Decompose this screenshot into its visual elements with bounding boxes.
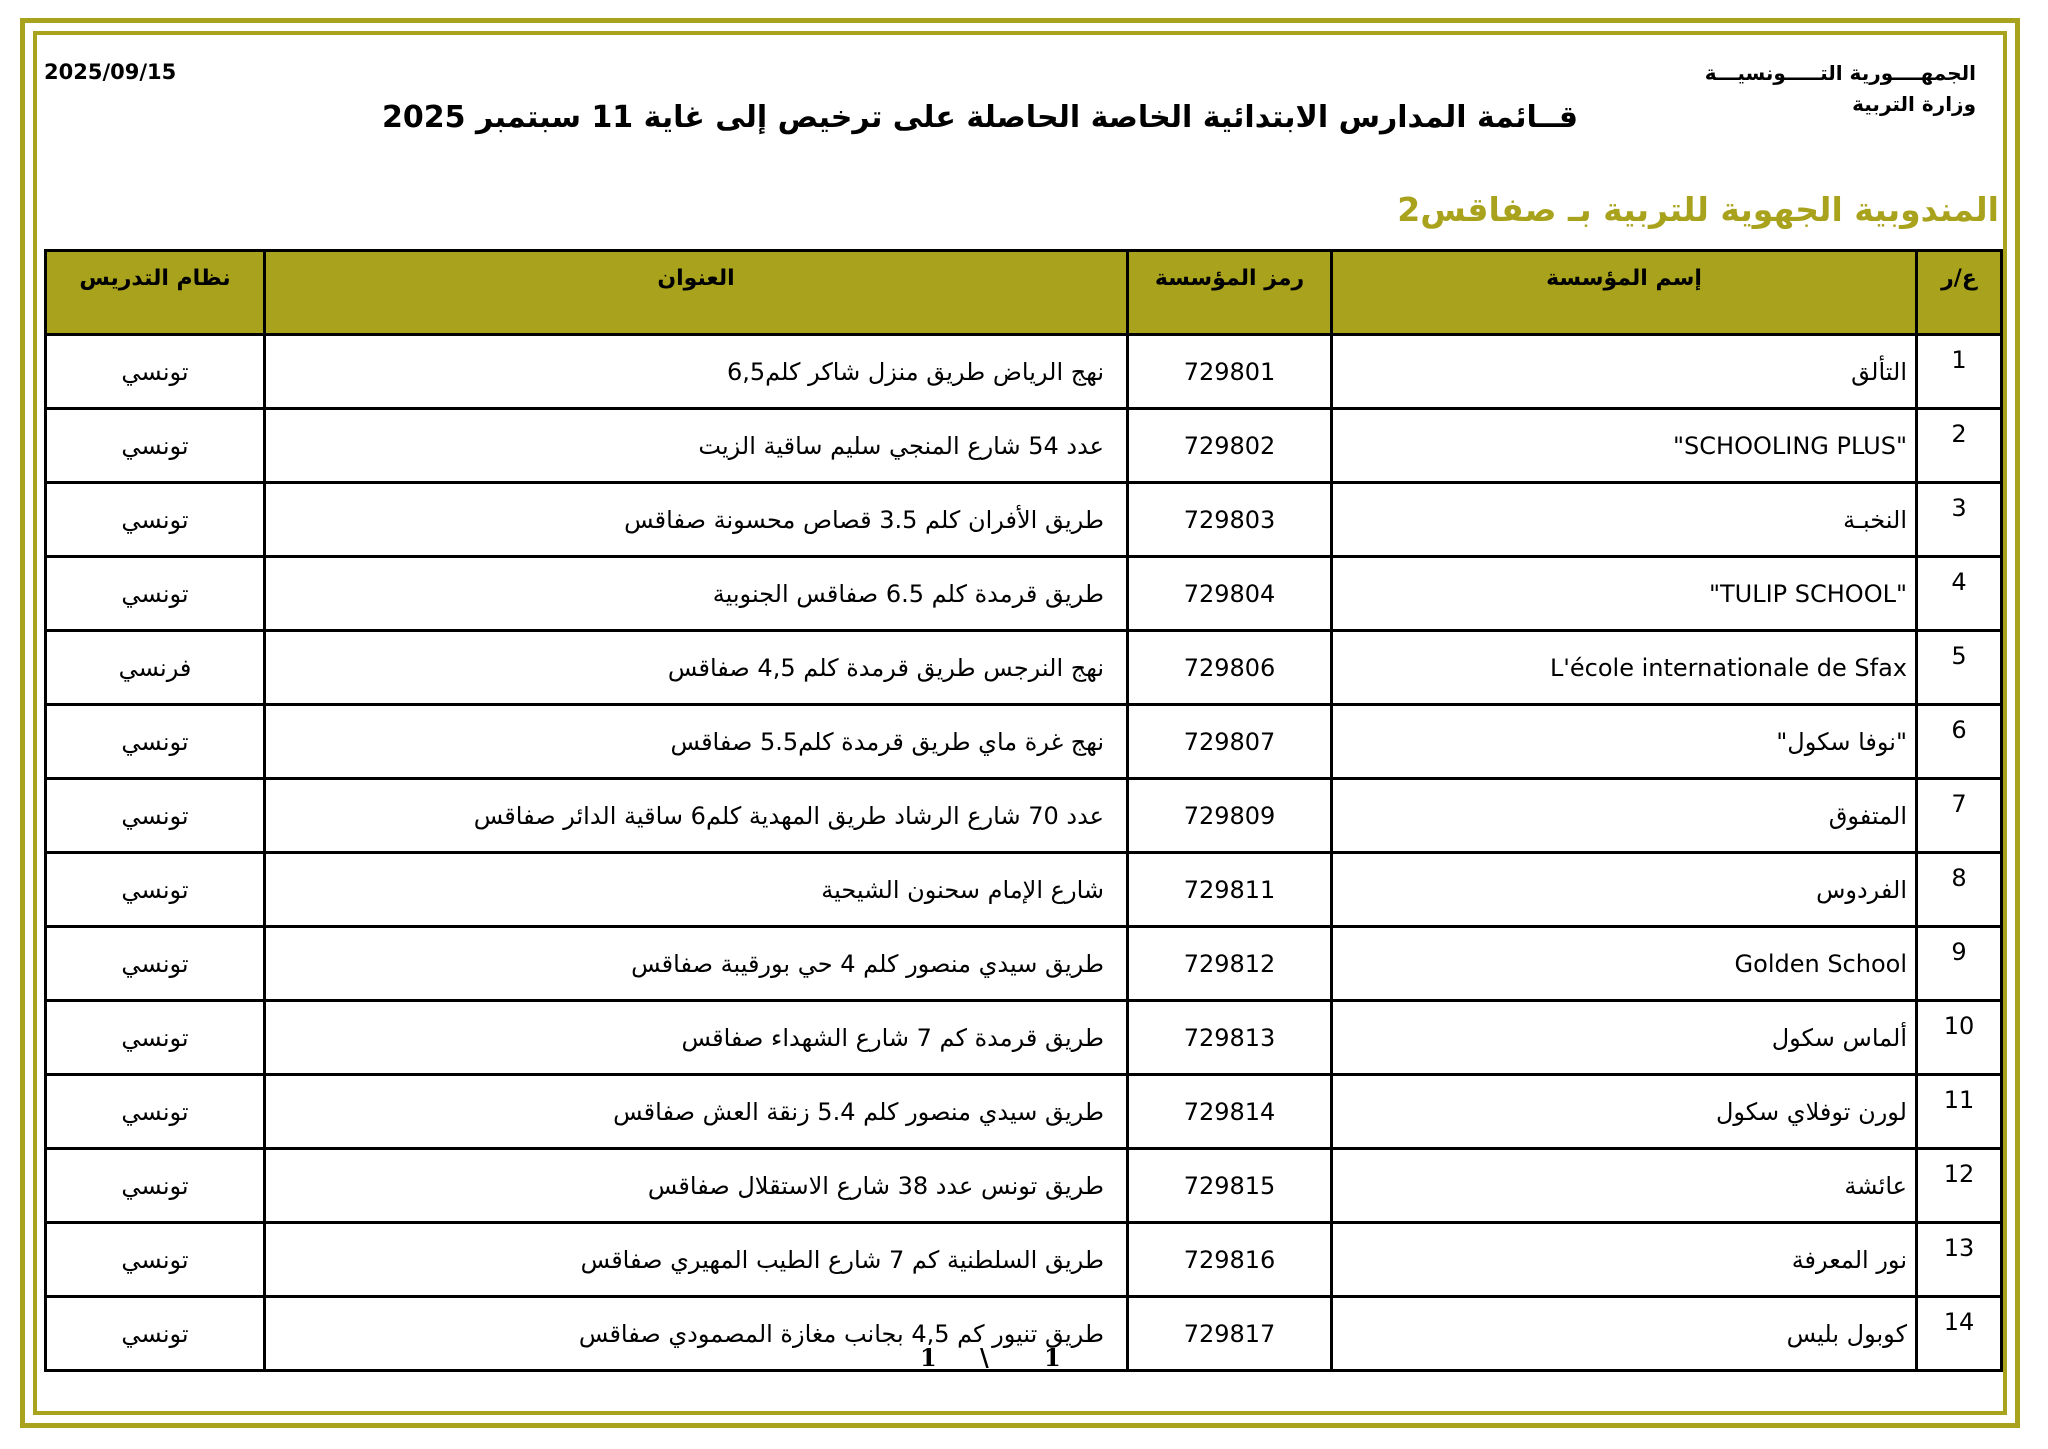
cell-name: L'école internationale de Sfax (1332, 631, 1917, 705)
column-header-code: رمز المؤسسة (1128, 251, 1332, 335)
cell-num: 12 (1917, 1149, 2002, 1223)
republic-label: الجمهــــورية التـــــونسيـــة (1704, 61, 1976, 85)
cell-name: الفردوس (1332, 853, 1917, 927)
cell-system: تونسي (46, 853, 265, 927)
cell-name: التألق (1332, 335, 1917, 409)
table-row (46, 853, 2002, 927)
table-row (46, 1075, 2002, 1149)
page-current: 1 (920, 1343, 937, 1372)
cell-name: نور المعرفة (1332, 1223, 1917, 1297)
cell-code: 729814 (1128, 1075, 1332, 1149)
cell-system: تونسي (46, 705, 265, 779)
ministry-label: وزارة التربية (1852, 92, 1976, 116)
column-header-num: ع/ر (1917, 251, 2002, 335)
cell-num: 14 (1917, 1297, 2002, 1371)
cell-system: تونسي (46, 483, 265, 557)
cell-system: تونسي (46, 1001, 265, 1075)
cell-num: 7 (1917, 779, 2002, 853)
cell-address: نهج غرة ماي طريق قرمدة كلم5.5 صفاقس (265, 705, 1128, 779)
cell-code: 729806 (1128, 631, 1332, 705)
cell-code: 729803 (1128, 483, 1332, 557)
cell-num: 13 (1917, 1223, 2002, 1297)
table-row (46, 779, 2002, 853)
cell-name: "نوفا سكول" (1332, 705, 1917, 779)
cell-name: المتفوق (1332, 779, 1917, 853)
page-separator: \ (980, 1343, 989, 1372)
table-header-row (46, 251, 2002, 335)
cell-system: تونسي (46, 779, 265, 853)
cell-name: عائشة (1332, 1149, 1917, 1223)
column-header-address: العنوان (265, 251, 1128, 335)
cell-system: تونسي (46, 1149, 265, 1223)
cell-address: طريق سيدي منصور كلم 5.4 زنقة العش صفاقس (265, 1075, 1128, 1149)
table-row (46, 557, 2002, 631)
cell-address: طريق تنيور كم 4,5 بجانب مغازة المصمودي صفاقس (265, 1297, 1128, 1371)
cell-code: 729801 (1128, 335, 1332, 409)
schools-table (44, 249, 2003, 1372)
cell-address: نهج النرجس طريق قرمدة كلم 4,5 صفاقس (265, 631, 1128, 705)
pagination (900, 1343, 1100, 1377)
cell-system: فرنسي (46, 631, 265, 705)
cell-name: النخبـة (1332, 483, 1917, 557)
cell-code: 729813 (1128, 1001, 1332, 1075)
cell-num: 10 (1917, 1001, 2002, 1075)
cell-num: 1 (1917, 335, 2002, 409)
table-row (46, 631, 2002, 705)
cell-code: 729811 (1128, 853, 1332, 927)
cell-name: "TULIP SCHOOL" (1332, 557, 1917, 631)
cell-name: ألماس سكول (1332, 1001, 1917, 1075)
cell-code: 729809 (1128, 779, 1332, 853)
cell-num: 9 (1917, 927, 2002, 1001)
table-row (46, 927, 2002, 1001)
cell-system: تونسي (46, 1297, 265, 1371)
cell-num: 5 (1917, 631, 2002, 705)
cell-address: طريق قرمدة كم 7 شارع الشهداء صفاقس (265, 1001, 1128, 1075)
cell-code: 729804 (1128, 557, 1332, 631)
cell-system: تونسي (46, 927, 265, 1001)
table-row (46, 335, 2002, 409)
cell-code: 729815 (1128, 1149, 1332, 1223)
table-row (46, 409, 2002, 483)
cell-name: لورن توفلاي سكول (1332, 1075, 1917, 1149)
cell-code: 729817 (1128, 1297, 1332, 1371)
page-total: 1 (1044, 1343, 1061, 1372)
table-row (46, 1223, 2002, 1297)
table-row (46, 1149, 2002, 1223)
cell-name: Golden School (1332, 927, 1917, 1001)
cell-code: 729802 (1128, 409, 1332, 483)
cell-name: "SCHOOLING PLUS" (1332, 409, 1917, 483)
cell-system: تونسي (46, 1075, 265, 1149)
cell-system: تونسي (46, 335, 265, 409)
cell-system: تونسي (46, 409, 265, 483)
table-body (46, 335, 2002, 1371)
column-header-name: إسم المؤسسة (1332, 251, 1917, 335)
cell-address: طريق الأفران كلم 3.5 قصاص محسونة صفاقس (265, 483, 1128, 557)
cell-address: عدد 54 شارع المنجي سليم ساقية الزيت (265, 409, 1128, 483)
document-date: 2025/09/15 (44, 60, 177, 84)
table-row (46, 483, 2002, 557)
cell-num: 4 (1917, 557, 2002, 631)
cell-code: 729816 (1128, 1223, 1332, 1297)
cell-address: طريق قرمدة كلم 6.5 صفاقس الجنوبية (265, 557, 1128, 631)
cell-code: 729807 (1128, 705, 1332, 779)
column-header-system: نظام التدريس (46, 251, 265, 335)
cell-address: شارع الإمام سحنون الشيحية (265, 853, 1128, 927)
cell-address: نهج الرياض طريق منزل شاكر كلم6,5 (265, 335, 1128, 409)
cell-num: 11 (1917, 1075, 2002, 1149)
page-title-text: قــائمة المدارس الابتدائية الخاصة الحاصلة على ترخيص إلى غاية 11 سبتمبر 2025 (382, 100, 1578, 135)
region-heading: المندوبية الجهوية للتربية بـ صفاقس2 (1397, 190, 1999, 229)
page-title (0, 100, 2020, 135)
cell-address: طريق سيدي منصور كلم 4 حي بورقيبة صفاقس (265, 927, 1128, 1001)
cell-num: 8 (1917, 853, 2002, 927)
cell-num: 2 (1917, 409, 2002, 483)
cell-name: كوبول بليس (1332, 1297, 1917, 1371)
cell-address: طريق تونس عدد 38 شارع الاستقلال صفاقس (265, 1149, 1128, 1223)
cell-address: طريق السلطنية كم 7 شارع الطيب المهيري صفاقس (265, 1223, 1128, 1297)
cell-address: عدد 70 شارع الرشاد طريق المهدية كلم6 ساقية الدائر صفاقس (265, 779, 1128, 853)
table-row (46, 705, 2002, 779)
cell-num: 3 (1917, 483, 2002, 557)
cell-code: 729812 (1128, 927, 1332, 1001)
cell-system: تونسي (46, 1223, 265, 1297)
cell-system: تونسي (46, 557, 265, 631)
cell-num: 6 (1917, 705, 2002, 779)
table-row (46, 1001, 2002, 1075)
